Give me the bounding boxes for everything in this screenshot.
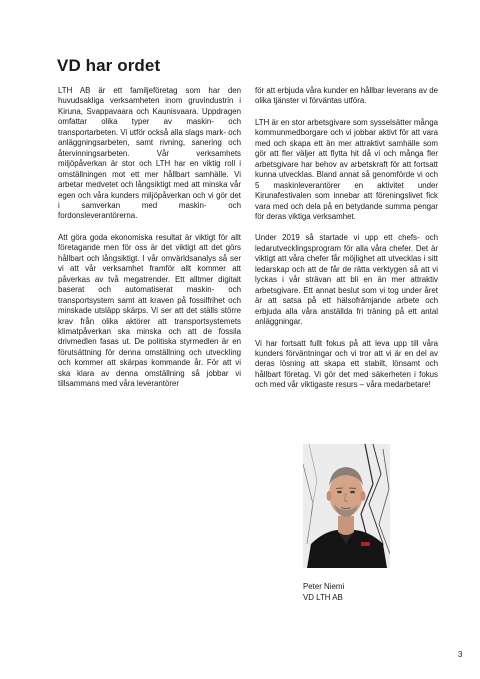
signature-name: Peter Niemi xyxy=(303,582,345,591)
paragraph: LTH är en stor arbetsgivare som sysselsätter många kommunmedborgare och vi jobbar aktivt för att vara med och skapa ett än mer attraktivt samhälle som gör att fler väljer att flytta hit då vi och många fler arbetsgivare har behov av arbetskraft för att fortsatt kunna utvecklas. Bland annat så genomförde vi och 5 maskinleverantörer en aktivitet under Kirunafestivalen som innebar att föreningslivet fick vara med och dela på en betydande summa pengar för deras viktiga verksamhet. xyxy=(255,117,438,221)
paragraph: Vi har fortsatt fullt fokus på att leva upp till våra kunders förväntningar och vi tror att vi är en del av deras lösning att skapa ett stabilt, lönsamt och hållbart företag. Vi gör det med säkerheten i fokus och med vår viktigaste resurs – våra medarbetare! xyxy=(255,338,438,390)
right-column xyxy=(255,86,438,402)
paragraph: LTH AB är ett familjeföretag som har den huvudsakliga verksamheten inom gruvindustrin i Kiruna, Svappavaara och Kaunisvaara. Uppdragen omfattar olika typer av maskin- och transportarbeten. Vi utför också alla slags mark- och anläggningsarbeten, samt rivning, sanering och återvinningsarbeten. Vår verksamhets miljöpåverkan är stor och LTH har en viktig roll i omställningen mot ett mer hållbart samhälle. Vi arbetar medvetet och långsiktigt med att minska vår egen och våra kunders miljöpåverkan och vi gör det i samverkan med maskin- och fordonsleverantörerna. xyxy=(58,86,241,221)
portrait-illustration xyxy=(303,444,390,568)
paragraph: Att göra goda ekonomiska resultat är viktigt för allt företagande men för oss är det viktigt att det görs hållbart och långsiktigt. I vår omvärldsanalys så ser vi att vår verksamhet framför allt kommer att påverkas av två megatrender. Ett alltmer digitalt baserat och automatiserat maskin- och transportsystem samt att kraven på fossilfrihet och minskade utsläpp skärps. Vi ser att det ställs större krav från olika aktörer att transportsystemets klimatpåverkan ska minska och att de fossila drivmedlen fasas ut. De politiska styrmedlen är en förutsättning för denna omställning och utveckling och kommer att skärpas kommande år. För att vi ska klara av denna omställning så jobbar vi tillsammans med våra leverantörer xyxy=(58,232,241,389)
page-title: VD har ordet xyxy=(57,56,161,75)
paragraph: för att erbjuda våra kunder en hållbar leverans av de olika tjänster vi förväntas utföra. xyxy=(255,86,438,106)
ceo-portrait-photo xyxy=(303,444,390,568)
signature-block xyxy=(303,582,344,603)
left-column xyxy=(58,86,241,401)
signature-role: VD LTH AB xyxy=(303,592,343,602)
page-number: 3 xyxy=(458,650,463,659)
paragraph: Under 2019 så startade vi upp ett chefs- och ledarutvecklingsprogram för alla våra chefer. Det är viktigt att våra chefer får möjlighet att utvecklas i sitt ledarskap och att de får de rätta verktygen så att vi lyckas i vår strävan att bli en än mer attraktiv arbetsgivare. Ett annat beslut som vi tog under året är att satsa på ett hälsofrämjande arbete och erbjuda alla våra anställda fri träning på ett antal anläggningar. xyxy=(255,233,438,327)
